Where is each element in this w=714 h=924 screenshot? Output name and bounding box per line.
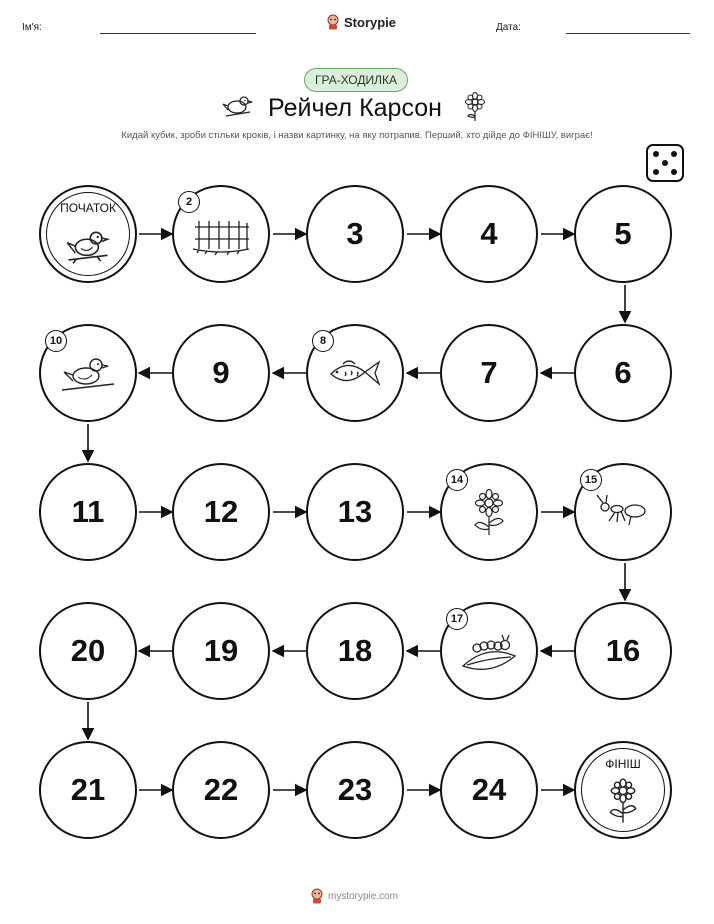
board-cell-18 <box>306 602 404 700</box>
board-cell-19 <box>172 602 270 700</box>
board-cell-4 <box>440 185 538 283</box>
board-cell-8 <box>306 324 404 422</box>
footer <box>310 888 398 904</box>
cell-number: 18 <box>337 633 373 668</box>
cell-number: 4 <box>480 216 498 251</box>
cell-number: 13 <box>337 494 373 529</box>
cell-number-badge: 17 <box>446 608 468 630</box>
cell-number-badge: 10 <box>45 330 67 352</box>
cell-number: 9 <box>212 355 230 390</box>
game-type-badge: ГРА-ХОДИЛКА <box>304 68 408 92</box>
flower-icon <box>459 487 519 537</box>
cell-number-badge: 8 <box>312 330 334 352</box>
storypie-logo-icon <box>326 14 340 30</box>
name-field[interactable] <box>100 33 256 34</box>
board-cell-10 <box>39 324 137 422</box>
flower-icon <box>462 92 488 122</box>
board-cell-20 <box>39 602 137 700</box>
cell-number: 16 <box>605 633 641 668</box>
cell-number-badge: 2 <box>178 191 200 213</box>
start-label: ПОЧАТОК <box>60 201 116 215</box>
brand-logo <box>326 14 396 30</box>
board-cell-6 <box>574 324 672 422</box>
board-cell-17 <box>440 602 538 700</box>
cell-number-badge: 14 <box>446 469 468 491</box>
board-cell-16 <box>574 602 672 700</box>
board-cell-9 <box>172 324 270 422</box>
board-cell-22 <box>172 741 270 839</box>
storypie-logo-icon <box>310 888 324 904</box>
fence-icon <box>191 209 251 259</box>
board-cell-23 <box>306 741 404 839</box>
cell-number: 23 <box>337 772 373 807</box>
brand-name: Storypie <box>344 14 397 30</box>
date-field[interactable] <box>566 33 690 34</box>
cell-number: 5 <box>614 216 632 251</box>
cell-number: 6 <box>614 355 632 390</box>
fish-icon <box>325 348 385 398</box>
instructions: Кидай кубик, зроби стільки кроків, і назви картинку, на яку потрапив. Перший, хто дійде до ФІНІШУ, виграє! <box>121 130 593 141</box>
dice-icon <box>645 143 685 183</box>
finish-cell <box>574 741 672 839</box>
board-cell-11 <box>39 463 137 561</box>
page-title: Рейчел Карсон <box>268 94 442 122</box>
cell-number: 20 <box>70 633 106 668</box>
board-cell-13 <box>306 463 404 561</box>
bird-icon <box>222 90 254 122</box>
bird-icon <box>58 348 118 398</box>
cell-number: 19 <box>203 633 239 668</box>
board-cell-7 <box>440 324 538 422</box>
board-cell-24 <box>440 741 538 839</box>
start-cell <box>39 185 137 283</box>
cell-number: 21 <box>70 772 106 807</box>
name-label: Ім'я: <box>22 22 42 33</box>
cell-number: 24 <box>471 772 507 807</box>
cell-number: 22 <box>203 772 239 807</box>
cell-number: 7 <box>480 355 498 390</box>
cell-number: 12 <box>203 494 239 529</box>
cell-number: 3 <box>346 216 364 251</box>
board-cell-14 <box>440 463 538 561</box>
cell-number: 11 <box>71 494 105 529</box>
footer-url[interactable]: mystorypie.com <box>328 890 399 902</box>
board-cell-21 <box>39 741 137 839</box>
caterpillar-icon <box>459 626 519 676</box>
board-cell-3 <box>306 185 404 283</box>
date-label: Дата: <box>496 22 521 33</box>
board-cell-5 <box>574 185 672 283</box>
ant-icon <box>593 487 653 537</box>
cell-number-badge: 15 <box>580 469 602 491</box>
board-cell-15 <box>574 463 672 561</box>
board-cell-2 <box>172 185 270 283</box>
finish-label: ФІНІШ <box>605 757 641 771</box>
board-cell-12 <box>172 463 270 561</box>
